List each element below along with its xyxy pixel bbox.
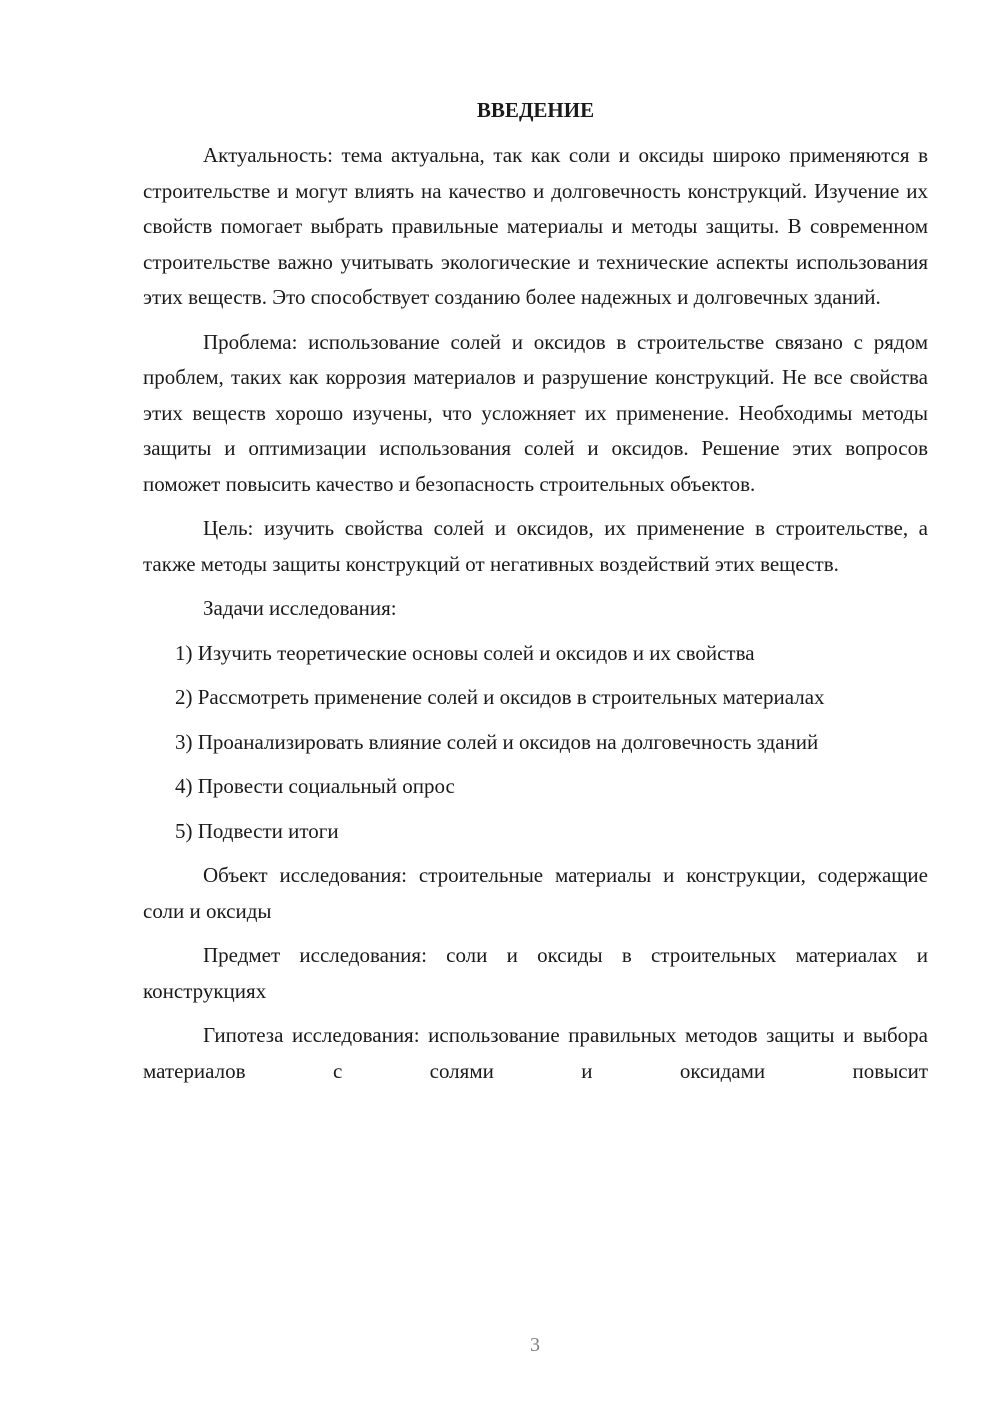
tasks-heading: Задачи исследования: [203,596,397,620]
task-item-3: 3) Проанализировать влияние солей и оксидов на долговечность зданий [175,729,819,754]
paragraph-subject: Предмет исследования: соли и оксиды в строительных материалах и конструкциях [143,943,928,1003]
paragraph-problem: Проблема: использование солей и оксидов в строительстве связано с рядом проблем, таких как коррозия материалов и разрушение конструкций. Не все свойства этих веществ хорошо изучены, что усложняет их применение. Необходимы методы защиты и оптимизации использования солей и оксидов. Решение этих вопросов поможет повысить качество и безопасность строительных объектов. [143,329,928,496]
task-item-4: 4) Провести социальный опрос [175,774,455,798]
task-item-5: 5) Подвести итоги [175,818,339,843]
task-item-1: 1) Изучить теоретические основы солей и оксидов и их свойства [175,640,755,665]
page-number: 3 [530,1334,540,1356]
paragraph-hypothesis: Гипотеза исследования: использование правильных методов защиты и выбора материалов с солями и оксидами повысит [143,1023,928,1083]
task-item-2: 2) Рассмотреть применение солей и оксидов в строительных материалах [175,685,825,709]
paragraph-relevance: Актуальность: тема актуальна, так как соли и оксиды широко применяются в строительстве и могут влиять на качество и долговечность конструкций. Изучение их свойств помогает выбрать правильные материалы и методы защиты. В современном строительстве важно учитывать экологические и технические аспекты использования этих веществ. Это способствует созданию более надежных и долговечных зданий. [143,143,928,309]
page-title: ВВЕДЕНИЕ [476,98,595,122]
paragraph-object: Объект исследования: строительные материалы и конструкции, содержащие соли и оксиды [143,863,928,923]
document-page [143,92,928,1089]
paragraph-goal: Цель: изучить свойства солей и оксидов, их применение в строительстве, а также методы защиты конструкций от негативных воздействий этих веществ. [143,516,928,576]
